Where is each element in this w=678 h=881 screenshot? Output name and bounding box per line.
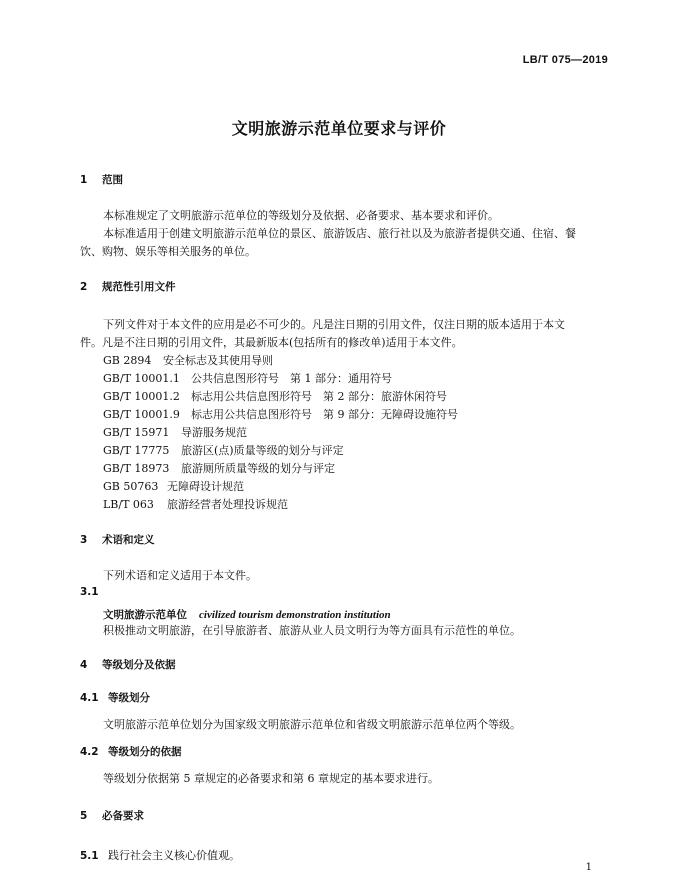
section-title: 术语和定义 — [102, 534, 155, 546]
reference-item — [103, 352, 273, 368]
reference-code: GB 2894 — [103, 354, 152, 367]
section-title: 等级划分及依据 — [102, 659, 176, 671]
section-title: 必备要求 — [102, 810, 144, 822]
reference-code: GB/T 10001.1 — [103, 372, 180, 385]
subsection-title: 等级划分 — [108, 692, 150, 704]
section-2-heading — [80, 279, 176, 294]
section-number: 5 — [80, 810, 88, 822]
reference-code: GB/T 18973 — [103, 462, 170, 475]
subsection-4-1-heading — [80, 690, 150, 705]
section-number: 3 — [80, 534, 88, 546]
reference-code: LB/T 063 — [103, 498, 154, 511]
reference-item — [103, 496, 288, 512]
clause-text: 践行社会主义核心价值观。 — [108, 849, 240, 862]
reference-name: 标志用公共信息图形符号 第 9 部分：无障碍设施符号 — [191, 408, 458, 421]
section-1-heading — [80, 172, 123, 187]
paragraph: 饮、购物、娱乐等相关服务的单位。 — [80, 245, 256, 258]
reference-item — [103, 478, 244, 494]
section-number: 2 — [80, 281, 88, 293]
paragraph: 文明旅游示范单位划分为国家级文明旅游示范单位和省级文明旅游示范单位两个等级。 — [103, 718, 521, 731]
reference-code: GB/T 10001.2 — [103, 390, 180, 403]
reference-item — [103, 424, 247, 440]
paragraph: 本标准规定了文明旅游示范单位的等级划分及依据、必备要求、基本要求和评价。 — [103, 209, 499, 222]
clause-5-1 — [80, 844, 240, 863]
reference-item — [103, 388, 447, 404]
term-english: civilized tourism demonstration institution — [199, 609, 391, 621]
paragraph: 下列术语和定义适用于本文件。 — [103, 569, 257, 582]
section-title: 规范性引用文件 — [102, 281, 176, 293]
section-4-heading — [80, 657, 176, 672]
page-number: 1 — [585, 862, 592, 873]
subsection-number: 4.2 — [80, 746, 99, 758]
section-5-heading — [80, 808, 144, 823]
reference-name: 无障碍设计规范 — [167, 480, 244, 493]
reference-name: 旅游经营者处理投诉规范 — [167, 498, 288, 511]
term-number: 3.1 — [80, 586, 99, 598]
term-chinese: 文明旅游示范单位 — [103, 609, 187, 621]
subsection-title: 等级划分的依据 — [108, 746, 182, 758]
reference-item — [103, 370, 392, 386]
reference-name: 公共信息图形符号 第 1 部分：通用符号 — [191, 372, 392, 385]
paragraph: 本标准适用于创建文明旅游示范单位的景区、旅游饭店、旅行社以及为旅游者提供交通、住宿、餐 — [103, 227, 576, 240]
reference-code: GB/T 15971 — [103, 426, 170, 439]
reference-code: GB 50763 — [103, 480, 159, 493]
term-definition: 积极推动文明旅游，在引导旅游者、旅游从业人员文明行为等方面具有示范性的单位。 — [103, 624, 521, 637]
reference-name: 导游服务规范 — [181, 426, 247, 439]
section-3-heading — [80, 532, 155, 547]
subsection-number: 4.1 — [80, 692, 99, 704]
reference-code: GB/T 17775 — [103, 444, 170, 457]
section-title: 范围 — [102, 174, 123, 186]
reference-item — [103, 406, 458, 422]
reference-item — [103, 442, 344, 458]
term-heading — [103, 603, 391, 622]
reference-item — [103, 460, 335, 476]
paragraph: 件。凡是不注日期的引用文件，其最新版本(包括所有的修改单)适用于本文件。 — [80, 336, 463, 349]
section-number: 4 — [80, 659, 88, 671]
subsection-4-2-heading — [80, 744, 182, 759]
reference-name: 旅游厕所质量等级的划分与评定 — [181, 462, 335, 475]
paragraph: 下列文件对于本文件的应用是必不可少的。凡是注日期的引用文件，仅注日期的版本适用于本文 — [103, 318, 565, 331]
clause-number: 5.1 — [80, 850, 99, 862]
reference-code: GB/T 10001.9 — [103, 408, 180, 421]
reference-name: 标志用公共信息图形符号 第 2 部分：旅游休闲符号 — [191, 390, 447, 403]
reference-name: 旅游区(点)质量等级的划分与评定 — [181, 444, 344, 457]
reference-name: 安全标志及其使用导则 — [163, 354, 273, 367]
paragraph: 等级划分依据第 5 章规定的必备要求和第 6 章规定的基本要求进行。 — [103, 772, 439, 785]
section-number: 1 — [80, 174, 88, 186]
standard-number: LB/T 075—2019 — [522, 54, 608, 66]
document-title: 文明旅游示范单位要求与评价 — [231, 119, 447, 138]
